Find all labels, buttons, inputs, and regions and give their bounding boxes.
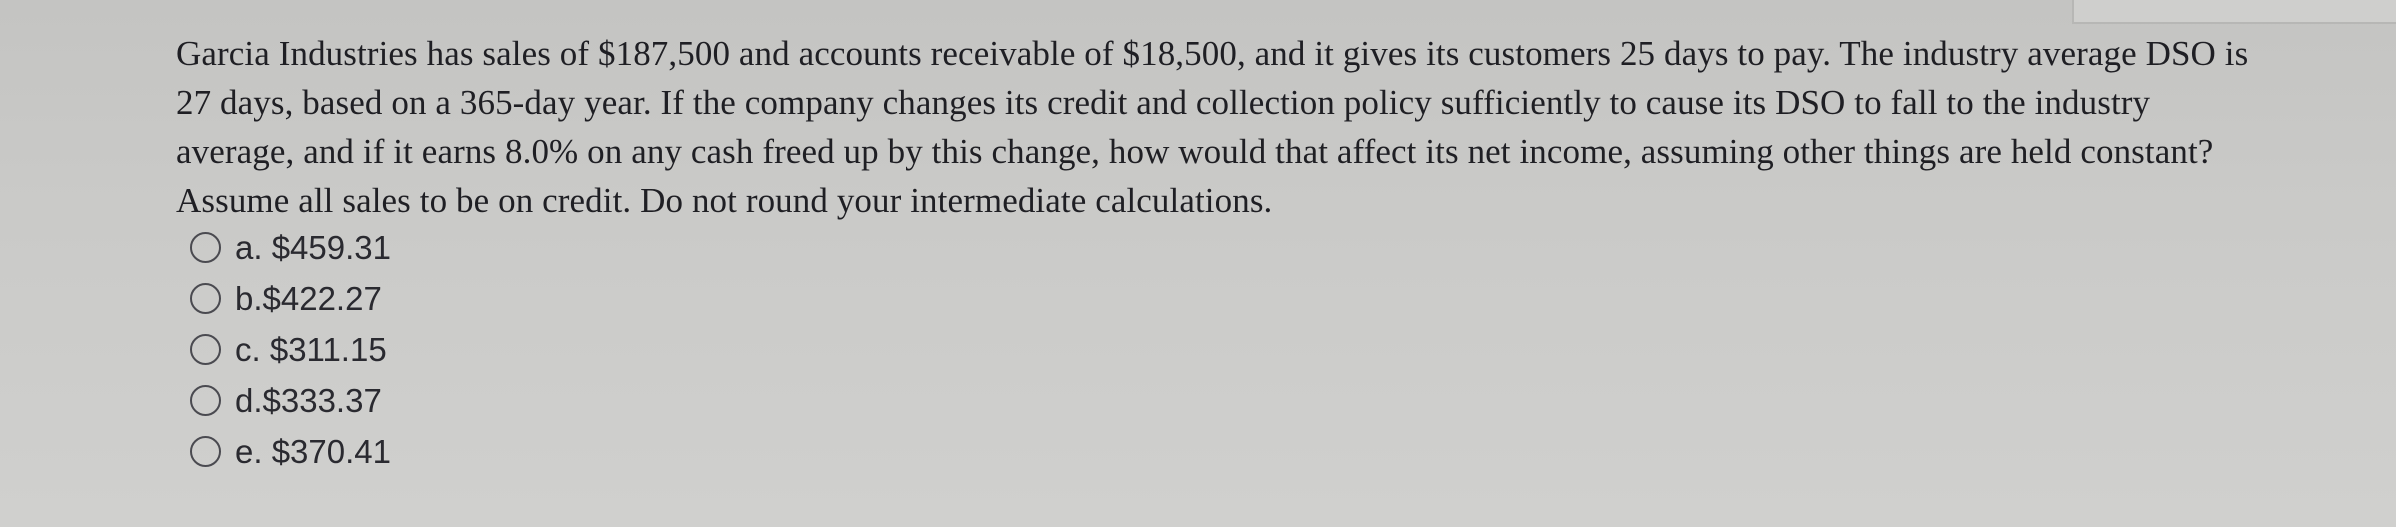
radio-button-icon[interactable] — [190, 334, 221, 365]
option-label: a. $459.31 — [235, 228, 391, 266]
question-line: average, and if it earns 8.0% on any cash freed up by this change, how would that affect its net income, assuming other things are held constant? — [176, 132, 2214, 171]
option-label: c. $311.15 — [235, 330, 387, 368]
question-line: Garcia Industries has sales of $187,500 and accounts receivable of $18,500, and it gives its customers 25 days to pay. The industry average DSO is — [176, 34, 2249, 73]
option-b[interactable] — [190, 273, 391, 324]
option-label: b.$422.27 — [235, 279, 382, 317]
option-d[interactable] — [190, 375, 391, 426]
answer-options — [190, 222, 391, 477]
option-a[interactable] — [190, 222, 391, 273]
radio-button-icon[interactable] — [190, 385, 221, 416]
option-e[interactable] — [190, 426, 391, 477]
question-line: 27 days, based on a 365-day year. If the company changes its credit and collection policy sufficiently to cause its DSO to fall to the industry — [176, 83, 2151, 122]
question-text — [176, 29, 2286, 225]
option-label: e. $370.41 — [235, 432, 391, 470]
question-line: Assume all sales to be on credit. Do not round your intermediate calculations. — [176, 181, 1273, 220]
option-label: d.$333.37 — [235, 381, 382, 419]
option-c[interactable] — [190, 324, 391, 375]
radio-button-icon[interactable] — [190, 436, 221, 467]
radio-button-icon[interactable] — [190, 232, 221, 263]
radio-button-icon[interactable] — [190, 283, 221, 314]
top-right-panel-edge — [2072, 0, 2396, 24]
